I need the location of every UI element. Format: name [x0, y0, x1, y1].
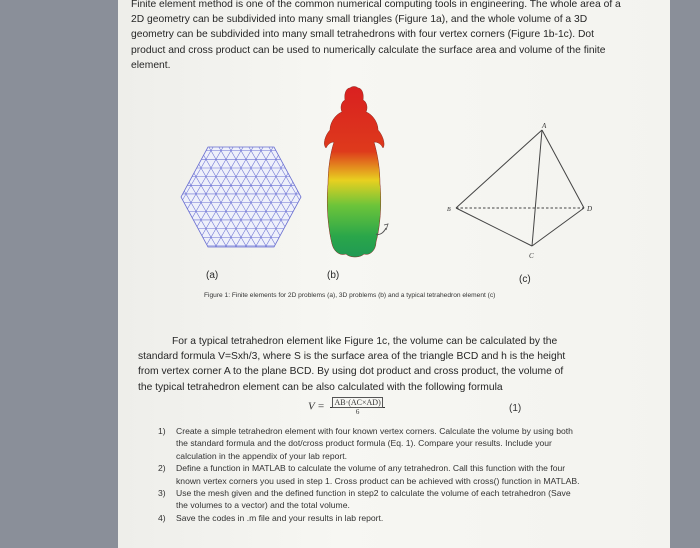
list-item [158, 425, 583, 462]
step-number: 2) [158, 463, 166, 474]
step-number: 1) [158, 426, 166, 436]
steps-list [158, 425, 583, 524]
figure-1a-triangle-mesh [176, 142, 306, 252]
step-text: Save the codes in .m file and your results in lab report. [176, 512, 384, 523]
figure-caption: Figure 1: Finite elements for 2D problems (a), 3D problems (b) and a typical tetrahedron element (c) [204, 292, 496, 299]
volume-formula-paragraph: For a typical tetrahedron element like Figure 1c, the volume can be calculated by the standard formula V=Sxh/3, where S is the surface area of the triangle BCD and h is the height from vertex corner A to the plane BCD. By using dot product and cross product, the volume of the typical tetrahedron element can be also calculated with the following formula [138, 336, 566, 393]
volume-equation [308, 398, 385, 416]
step-number: 4) [158, 512, 166, 523]
figure-label-c: (c) [519, 274, 531, 285]
vertex-label-a: A [542, 122, 547, 130]
list-item [158, 512, 583, 524]
vertex-label-c: C [529, 252, 534, 260]
step-text: Use the mesh given and the defined function in step2 to calculate the volume of each tetrahedron (Save the volumes to a vector) and the total volume. [176, 488, 571, 511]
vertex-label-d: D [587, 205, 593, 213]
figure-1c-tetrahedron [438, 118, 608, 264]
step-text: Define a function in MATLAB to calculate the volume of any tetrahedron. Call this function with the four known vertex corners you used in step 1. Cross product can be achieved with cross() function in MATLAB. [176, 463, 580, 486]
intro-paragraph: Finite element method is one of the common numerical computing tools in engineering. The whole area of a 2D geometry can be subdivided into many small triangles (Figure 1a), and the whole volume of a 3D geometry can be subdivided into many small tetrahedrons with four vertex corners (Figure 1b-1c). Dot product and cross product can be used to numerically calculate the surface area and volume of the finite element. [131, 0, 621, 71]
document-page [118, 0, 670, 548]
list-item [158, 487, 583, 512]
step-number: 3) [158, 488, 166, 499]
equation-fraction [330, 398, 384, 416]
equation-numerator: AB·(AC×AD) [334, 398, 381, 407]
equation-number: (1) [509, 403, 522, 414]
figure-1b-3d-mesh [314, 84, 394, 262]
equation-lhs: V = [308, 400, 325, 413]
vertex-label-b: B [447, 207, 451, 213]
equation-denominator: 6 [355, 408, 360, 416]
figure-label-a: (a) [206, 270, 219, 281]
figure-label-b: (b) [327, 270, 340, 281]
list-item [158, 462, 583, 487]
step-text: Create a simple tetrahedron element with four known vertex corners. Calculate the volume by using both the standard formula and the dot/cross product formula (Eq. 1). Compare your results. Include your calculation in the appendix of your lab report. [176, 426, 573, 461]
